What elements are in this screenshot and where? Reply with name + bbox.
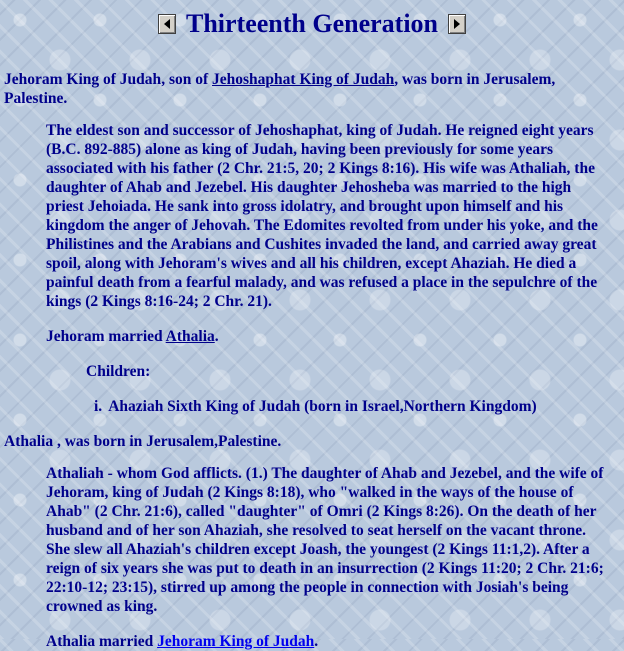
page-title: Thirteenth Generation xyxy=(185,9,439,38)
previous-generation-button[interactable] xyxy=(158,14,176,34)
birth-text: , was born in Jerusalem, Palestine. xyxy=(4,71,556,107)
left-triangle-icon xyxy=(164,19,170,29)
children-label: Children: xyxy=(86,363,151,380)
child-name: Ahaziah Sixth King of Judah (born in Israel,Northern Kingdom) xyxy=(108,398,537,415)
spouse-birth-text: , was born in Jerusalem,Palestine. xyxy=(53,433,282,450)
child-number: i. xyxy=(94,398,103,415)
marriage-prefix: Jehoram married xyxy=(46,328,166,345)
person-biography: The eldest son and successor of Jehoshaphat, king of Judah. He reigned eight years (B.C. 892-885) alone as king of Judah, having been previously for some years associated with his father (2 Chr. 21:5, 20; 2 Kings 8:16). His wife was Athaliah, the daughter of Ahab and Jezebel. His daughter Jehosheba was married to the high priest Jehoiada. He sank into gross idolatry, and brought upon himself and his kingdom the anger of Jehovah. The Edomites revolted from under his yoke, and the Philistines and the Arabians and Cushites invaded the land, and carried away great spoil, along with Jehoram's wives and all his children, except Ahaziah. He died a painful death from a fearful malady, and was refused a place in the sepulchre of the kings (2 Kings 8:16-24; 2 Chr. 21). xyxy=(46,122,598,310)
marriage-suffix: . xyxy=(214,328,219,345)
spouse-marriage-suffix: . xyxy=(314,633,319,650)
next-generation-button[interactable] xyxy=(448,14,466,34)
father-link[interactable]: Jehoshaphat King of Judah xyxy=(212,71,395,88)
husband-link[interactable]: Jehoram King of Judah xyxy=(157,633,315,650)
spouse-marriage-line xyxy=(46,632,624,651)
child-item xyxy=(94,397,624,416)
spouse-marriage-prefix: Athalia married xyxy=(46,633,158,650)
spouse-link[interactable]: Athalia xyxy=(165,328,215,345)
right-triangle-icon xyxy=(454,19,460,29)
page-header xyxy=(0,0,624,48)
person-heading xyxy=(4,70,624,108)
spouse-heading xyxy=(4,432,624,451)
son-of-text: , son of xyxy=(161,71,213,88)
marriage-line xyxy=(46,327,624,346)
spouse-biography: Athaliah - whom God afflicts. (1.) The daughter of Ahab and Jezebel, and the wife of Jehoram, king of Judah (2 Kings 8:18), who "walked in the ways of the house of Ahab" (2 Chr. 21:6), called "daughter" of Omri (2 Kings 8:26). On the death of her husband and of her son Ahaziah, she resolved to seat herself on the vacant throne. She slew all Ahaziah's children except Joash, the youngest (2 Kings 11:1,2). After a reign of six years she was put to death in an insurrection (2 Kings 11:20; 2 Chr. 21:6; 22:10-12; 23:15), stirred up among the people in connection with Josiah's being crowned as king. xyxy=(46,465,604,615)
spouse-name: Athalia xyxy=(4,433,54,450)
person-name: Jehoram King of Judah xyxy=(4,71,162,88)
